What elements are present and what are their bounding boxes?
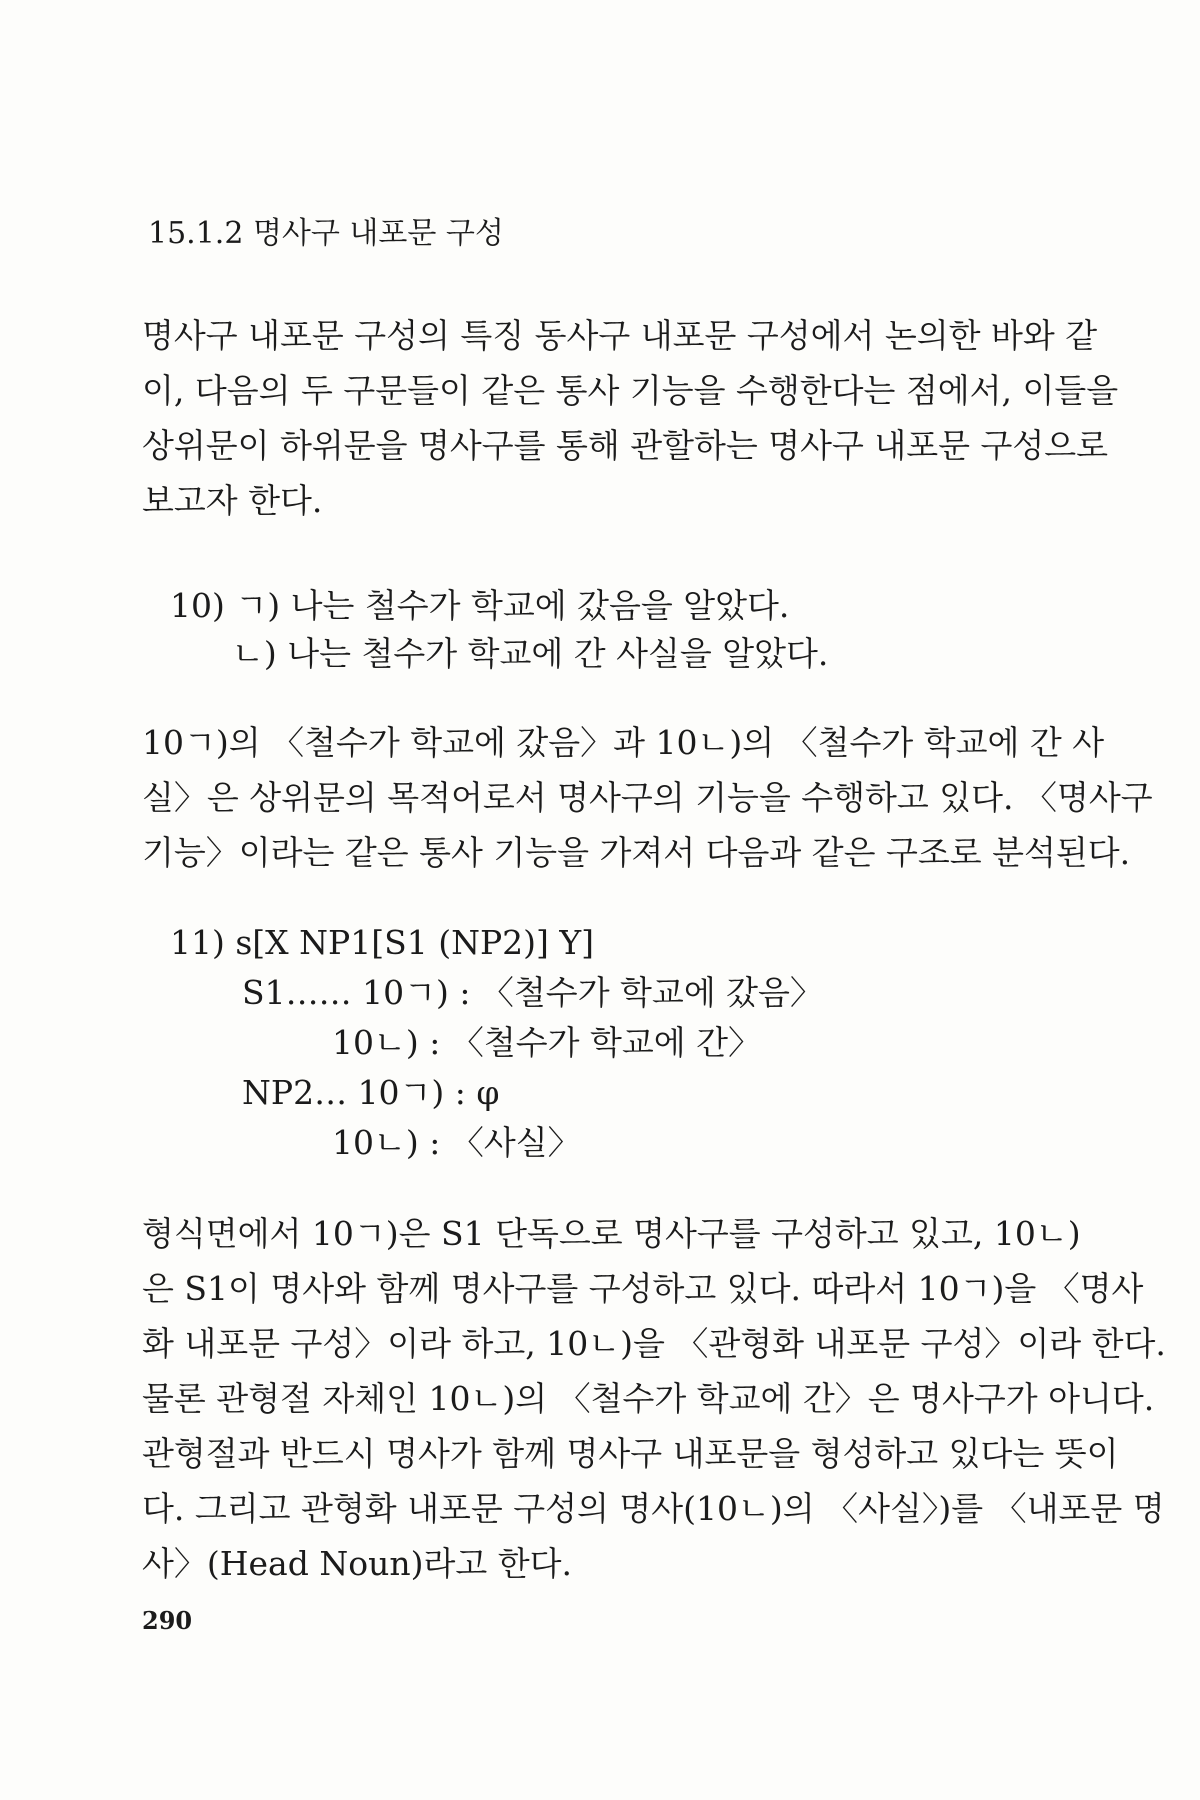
paragraph-line: 명사구 내포문 구성의 특징 동사구 내포문 구성에서 논의한 바와 같 [142,316,1098,355]
structure-line: 10ㄴ) : 〈사실〉 [332,1123,581,1162]
structure-line: 10ㄴ) : 〈철수가 학교에 간〉 [332,1023,761,1062]
paragraph-line: 기능〉이라는 같은 통사 기능을 가져서 다음과 같은 구조로 분석된다. [142,833,1131,872]
paragraph-line: 은 S1이 명사와 함께 명사구를 구성하고 있다. 따라서 10ㄱ)을 〈명사 [142,1269,1144,1308]
example-line: 10) ㄱ) 나는 철수가 학교에 갔음을 알았다. [170,586,790,625]
example-line: ㄴ) 나는 철수가 학교에 간 사실을 알았다. [232,634,829,673]
paragraph-line: 물론 관형절 자체인 10ㄴ)의 〈철수가 학교에 간〉은 명사구가 아니다. [142,1379,1155,1418]
paragraph-line: 다. 그리고 관형화 내포문 구성의 명사(10ㄴ)의 〈사실〉)를 〈내포문 명 [142,1489,1165,1528]
structure-line: S1…… 10ㄱ) : 〈철수가 학교에 갔음〉 [242,973,823,1012]
section-heading: 15.1.2 명사구 내포문 구성 [148,216,504,251]
paragraph-line: 형식면에서 10ㄱ)은 S1 단독으로 명사구를 구성하고 있고, 10ㄴ) [142,1214,1081,1253]
structure-formula: 11) s[X NP1[S1 (NP2)] Y] [170,923,595,962]
paragraph-line: 이, 다음의 두 구문들이 같은 통사 기능을 수행한다는 점에서, 이들을 [142,371,1119,410]
structure-line: NP2… 10ㄱ) : φ [242,1073,500,1112]
paragraph-line: 사〉(Head Noun)라고 한다. [142,1544,572,1583]
paragraph-line: 관형절과 반드시 명사가 함께 명사구 내포문을 형성하고 있다는 뜻이 [142,1434,1119,1473]
paragraph-line: 화 내포문 구성〉이라 하고, 10ㄴ)을 〈관형화 내포문 구성〉이라 한다. [142,1324,1166,1363]
paragraph-line: 10ㄱ)의 〈철수가 학교에 갔음〉과 10ㄴ)의 〈철수가 학교에 간 사 [142,723,1105,762]
paragraph-line: 보고자 한다. [142,481,323,520]
paragraph-line: 실〉은 상위문의 목적어로서 명사구의 기능을 수행하고 있다. 〈명사구 [142,778,1153,817]
paragraph-line: 상위문이 하위문을 명사구를 통해 관할하는 명사구 내포문 구성으로 [142,426,1109,465]
page-number: 290 [142,1606,193,1635]
